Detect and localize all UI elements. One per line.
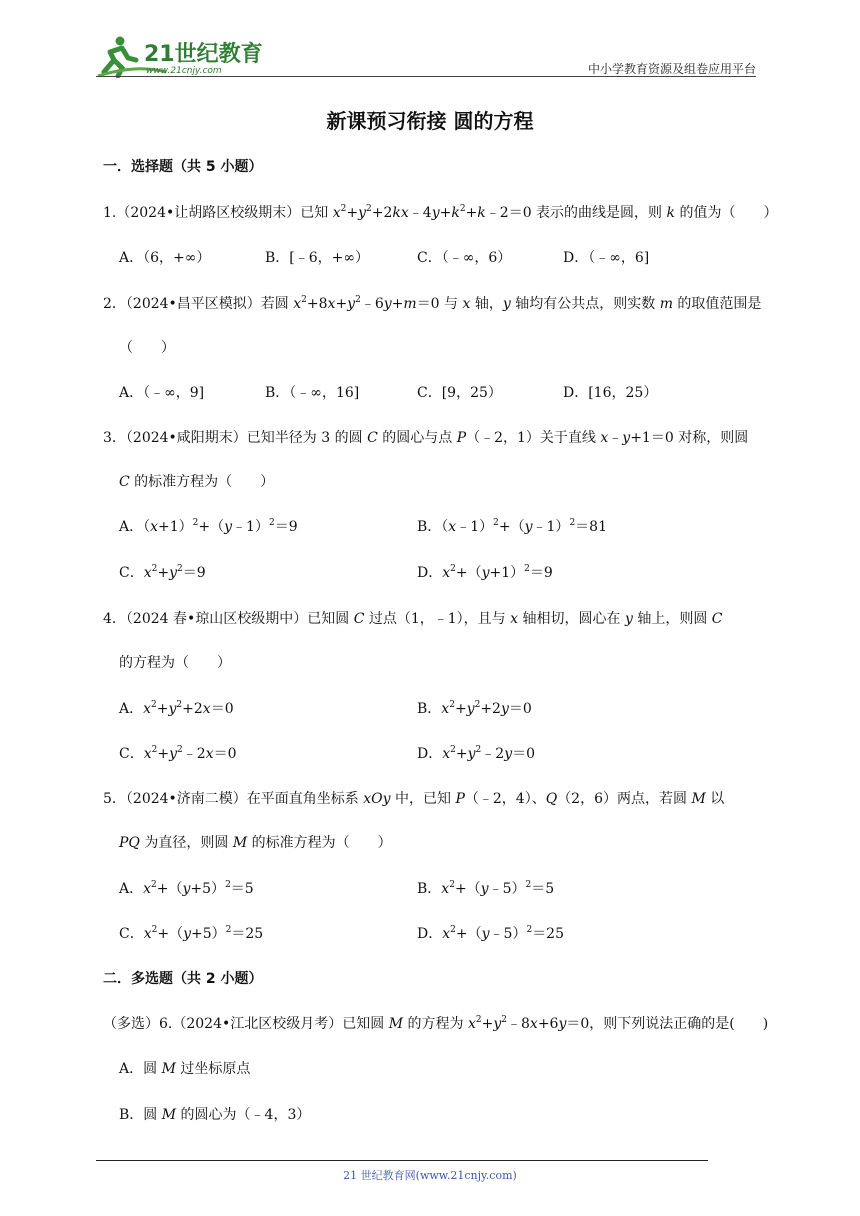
question-1-option-c: C．（﹣∞，6） [417,250,512,266]
question-5-option-c: C．$x^2+(y+5)^2=25$ [119,925,264,942]
question-5-stem-line2: PQ 为直径，则圆 M 的标准方程为（ ） [119,835,392,851]
question-2-paren: （ ） [119,340,175,356]
section-heading-1: 一．选择题（共 5 小题） [103,159,263,175]
platform-name: 中小学教育资源及组卷应用平台 [587,62,756,76]
question-6-option-a: A．圆 M 过坐标原点 [119,1061,251,1077]
page-header [0,0,860,80]
question-4-option-d: D．$x^2+y^2﹣2y=0$ [417,745,536,762]
svg-text:21世纪教育: 21世纪教育 [144,42,263,67]
question-1-option-a: A．（6，+∞） [119,250,211,266]
question-2-option-d: D．[16，25） [563,385,658,401]
question-3-stem-line2: C 的标准方程为（ ） [119,474,275,490]
question-2-option-c: C．[9，25） [417,385,502,401]
svg-text:www.21cnjy.com: www.21cnjy.com [146,66,222,76]
question-4-option-c: C．$x^2+y^2﹣2x=0$ [119,745,237,762]
question-4-option-b: B．$x^2+y^2+2y=0$ [417,700,532,717]
header-rule [96,76,756,77]
section-heading-2: 二．多选题（共 2 小题） [103,971,263,987]
question-3-option-b: B．（x﹣1）$^2$+（y﹣1）$^2$＝81 [417,518,607,535]
question-5-option-b: B．$x^2+(y﹣5)^2=5$ [417,880,555,897]
question-3-option-d: D．$x^2+(y+1)^2=9$ [417,564,553,581]
site-logo [96,34,266,78]
question-6-stem: （多选）6.（2024•江北区校级月考）已知圆 M 的方程为 $x^2+y^2﹣8x+6y=0$，则下列说法正确的是( ) [103,1015,769,1032]
question-3-option-c: C．$x^2+y^2=9$ [119,564,206,581]
page-title: 新课预习衔接 圆的方程 [326,109,534,133]
page-footer: 21 世纪教育网(www.21cnjy.com) [343,1169,517,1182]
footer-rule [96,1160,708,1161]
question-1-stem: 1.（2024•让胡路区校级期末）已知 $x^2+y^2+2kx﹣4y+k^2+k﹣2=0$ 表示的曲线是圆，则 k 的值为（ ） [103,204,778,221]
question-1-option-d: D．（﹣∞，6] [563,250,650,266]
question-4-stem-line2: 的方程为（ ） [119,655,231,671]
question-4-option-a: A．$x^2+y^2+2x=0$ [119,700,234,717]
question-1-option-b: B．[﹣6，+∞） [265,250,370,266]
question-2-option-a: A．（﹣∞，9] [119,385,205,401]
question-5-option-a: A．$x^2+(y+5)^2=5$ [119,880,254,897]
question-3-option-a: A．$(x+1)^2+(y﹣1)^2=9$ [119,518,298,535]
question-2-option-b: B．（﹣∞，16] [265,385,360,401]
question-6-option-b: B．圆 M 的圆心为（﹣4，3） [119,1107,311,1123]
question-5-stem: 5．（2024•济南二模）在平面直角坐标系 xOy 中，已知 P（﹣2，4）、Q（2，6）两点，若圆 M 以 [103,791,725,807]
question-3-stem: 3．（2024•咸阳期末）已知半径为 3 的圆 C 的圆心与点 P（﹣2，1）关于直线 x﹣y+1＝0 对称，则圆 [103,430,749,446]
question-5-option-d: D．$x^2+(y﹣5)^2=25$ [417,925,565,942]
question-2-stem: 2．（2024•昌平区模拟）若圆 $x^2+8x+y^2﹣6y+m=0$ 与 x 轴，y 轴均有公共点，则实数 m 的取值范围是 [103,295,762,312]
question-4-stem: 4．（2024 春•琼山区校级期中）已知圆 C 过点（1，﹣1），且与 x 轴相切，圆心在 y 轴上，则圆 C [103,611,723,627]
